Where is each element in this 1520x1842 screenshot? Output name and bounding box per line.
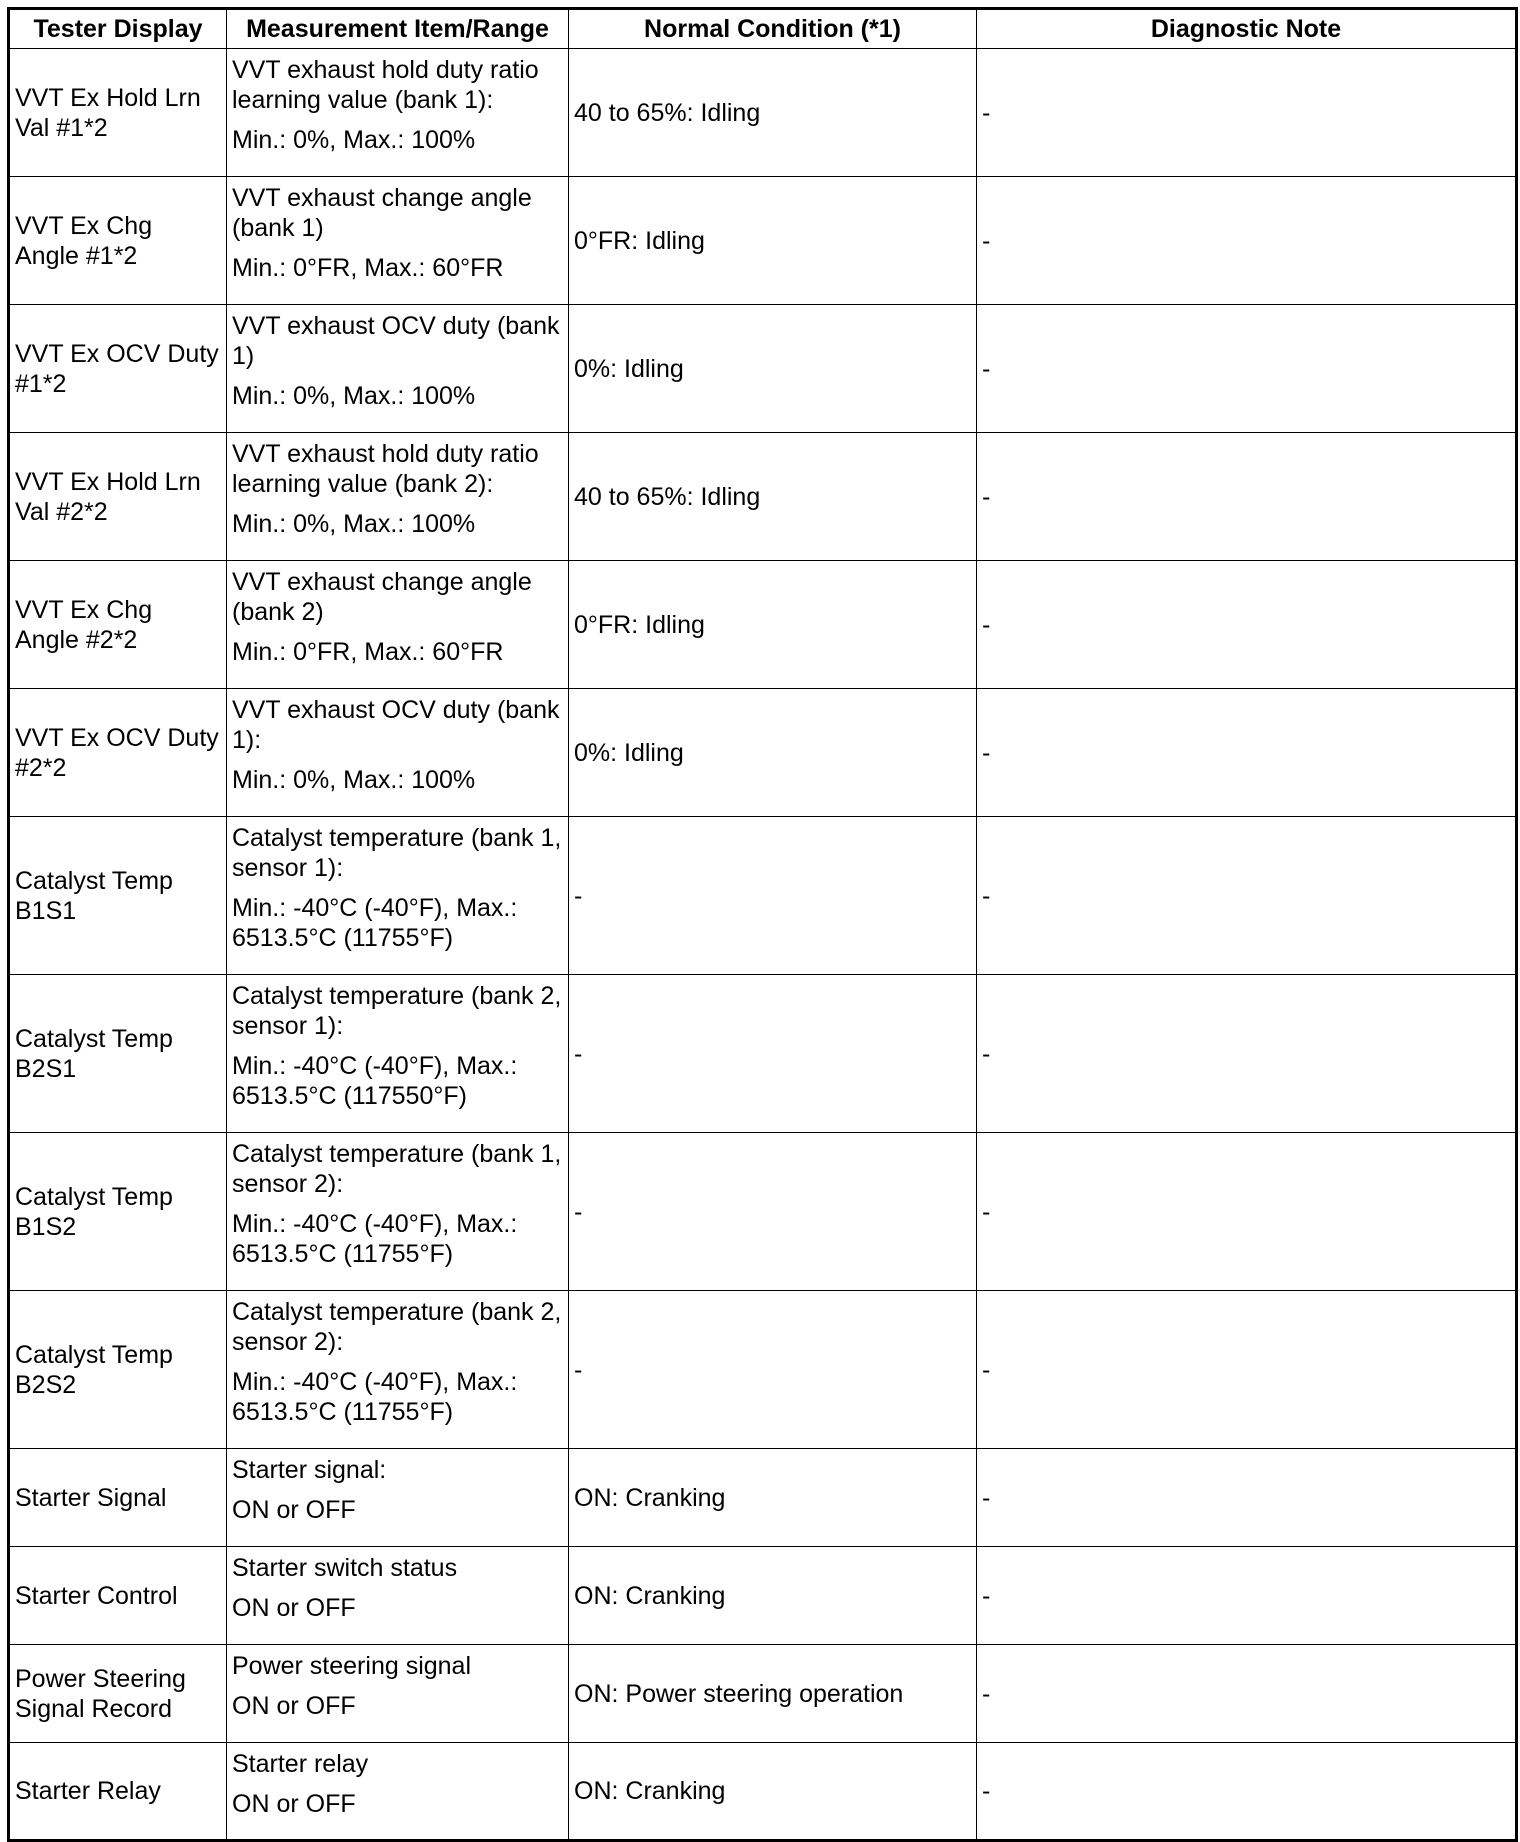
table-row (9, 561, 1517, 689)
measurement-item: VVT exhaust change angle (bank 1) (232, 184, 532, 242)
header-measurement-item: Measurement Item/Range (227, 9, 569, 49)
measurement-cell (227, 1743, 569, 1841)
measurement-item: VVT exhaust OCV duty (bank 1): (232, 696, 560, 754)
measurement-cell (227, 561, 569, 689)
measurement-range: Min.: -40°C (-40°F), Max.: 6513.5°C (117550°F) (232, 1052, 518, 1110)
measurement-cell (227, 1547, 569, 1645)
tester-display-cell: VVT Ex Hold Lrn Val #2*2 (9, 433, 227, 561)
measurement-item: VVT exhaust OCV duty (bank 1) (232, 312, 560, 370)
table-row (9, 1743, 1517, 1841)
table-row (9, 975, 1517, 1133)
tester-display-cell: Starter Relay (9, 1743, 227, 1841)
normal-condition-cell: 0%: Idling (569, 305, 977, 433)
measurement-range: Min.: -40°C (-40°F), Max.: 6513.5°C (11755°F) (232, 1210, 518, 1268)
measurement-item: Starter relay (232, 1750, 369, 1778)
table-row (9, 689, 1517, 817)
normal-condition-cell: ON: Cranking (569, 1449, 977, 1547)
measurement-item: Starter switch status (232, 1554, 458, 1582)
table-row (9, 177, 1517, 305)
table-row (9, 1291, 1517, 1449)
table-row (9, 1449, 1517, 1547)
measurement-cell (227, 1449, 569, 1547)
header-normal-condition: Normal Condition (*1) (569, 9, 977, 49)
normal-condition-cell: 0°FR: Idling (569, 177, 977, 305)
tester-display-cell: VVT Ex Chg Angle #2*2 (9, 561, 227, 689)
measurement-cell (227, 1645, 569, 1743)
measurement-item: Power steering signal (232, 1652, 472, 1680)
diagnostic-note-cell: - (977, 975, 1517, 1133)
measurement-item: VVT exhaust hold duty ratio learning value (bank 1): (232, 56, 539, 114)
measurement-item: VVT exhaust hold duty ratio learning value (bank 2): (232, 440, 539, 498)
tester-display-cell: VVT Ex OCV Duty #1*2 (9, 305, 227, 433)
normal-condition-cell: ON: Cranking (569, 1743, 977, 1841)
table-row (9, 1133, 1517, 1291)
tester-display-cell: Starter Control (9, 1547, 227, 1645)
measurement-range: Min.: 0%, Max.: 100% (232, 766, 476, 794)
normal-condition-cell: - (569, 975, 977, 1133)
table-row (9, 305, 1517, 433)
diagnostic-note-cell: - (977, 689, 1517, 817)
diagnostic-note-cell: - (977, 177, 1517, 305)
tester-display-cell: Starter Signal (9, 1449, 227, 1547)
tester-display-cell: Catalyst Temp B1S2 (9, 1133, 227, 1291)
measurement-item: VVT exhaust change angle (bank 2) (232, 568, 532, 626)
measurement-range: Min.: -40°C (-40°F), Max.: 6513.5°C (11755°F) (232, 1368, 518, 1426)
header-diagnostic-note: Diagnostic Note (977, 9, 1517, 49)
tester-display-cell: Power Steering Signal Record (9, 1645, 227, 1743)
diagnostic-note-cell: - (977, 561, 1517, 689)
diagnostic-note-cell: - (977, 1449, 1517, 1547)
normal-condition-cell: 0°FR: Idling (569, 561, 977, 689)
measurement-item: Catalyst temperature (bank 1, sensor 1): (232, 824, 562, 882)
tester-display-cell: VVT Ex Hold Lrn Val #1*2 (9, 49, 227, 177)
normal-condition-cell: 0%: Idling (569, 689, 977, 817)
measurement-item: Catalyst temperature (bank 2, sensor 1): (232, 982, 562, 1040)
diagnostic-note-cell: - (977, 1291, 1517, 1449)
table-row (9, 49, 1517, 177)
data-list-table (7, 7, 1518, 1842)
diagnostic-note-cell: - (977, 1645, 1517, 1743)
diagnostic-note-cell: - (977, 1133, 1517, 1291)
measurement-cell (227, 975, 569, 1133)
header-row (9, 9, 1517, 49)
table-row (9, 1645, 1517, 1743)
measurement-range: Min.: 0%, Max.: 100% (232, 126, 476, 154)
measurement-cell (227, 1133, 569, 1291)
measurement-range: ON or OFF (232, 1692, 356, 1720)
table-row (9, 1547, 1517, 1645)
normal-condition-cell: 40 to 65%: Idling (569, 49, 977, 177)
measurement-cell (227, 689, 569, 817)
normal-condition-cell: 40 to 65%: Idling (569, 433, 977, 561)
measurement-cell (227, 305, 569, 433)
table-row (9, 817, 1517, 975)
tester-display-cell: VVT Ex OCV Duty #2*2 (9, 689, 227, 817)
measurement-range: ON or OFF (232, 1594, 356, 1622)
measurement-range: Min.: 0%, Max.: 100% (232, 382, 476, 410)
normal-condition-cell: - (569, 1133, 977, 1291)
tester-display-cell: Catalyst Temp B2S1 (9, 975, 227, 1133)
measurement-item: Catalyst temperature (bank 1, sensor 2): (232, 1140, 562, 1198)
normal-condition-cell: ON: Cranking (569, 1547, 977, 1645)
diagnostic-note-cell: - (977, 433, 1517, 561)
tester-display-cell: VVT Ex Chg Angle #1*2 (9, 177, 227, 305)
diagnostic-note-cell: - (977, 49, 1517, 177)
data-list-sheet (7, 7, 1518, 1842)
measurement-cell (227, 817, 569, 975)
measurement-range: Min.: 0%, Max.: 100% (232, 510, 476, 538)
normal-condition-cell: - (569, 817, 977, 975)
measurement-item: Starter signal: (232, 1456, 387, 1484)
measurement-range: ON or OFF (232, 1790, 356, 1818)
tester-display-cell: Catalyst Temp B2S2 (9, 1291, 227, 1449)
measurement-range: Min.: 0°FR, Max.: 60°FR (232, 254, 504, 282)
measurement-cell (227, 433, 569, 561)
measurement-cell (227, 177, 569, 305)
diagnostic-note-cell: - (977, 1547, 1517, 1645)
header-tester-display: Tester Display (9, 9, 227, 49)
diagnostic-note-cell: - (977, 305, 1517, 433)
measurement-range: Min.: 0°FR, Max.: 60°FR (232, 638, 504, 666)
diagnostic-note-cell: - (977, 1743, 1517, 1841)
measurement-range: ON or OFF (232, 1496, 356, 1524)
measurement-cell (227, 49, 569, 177)
measurement-item: Catalyst temperature (bank 2, sensor 2): (232, 1298, 562, 1356)
diagnostic-note-cell: - (977, 817, 1517, 975)
normal-condition-cell: - (569, 1291, 977, 1449)
table-row (9, 433, 1517, 561)
normal-condition-cell: ON: Power steering operation (569, 1645, 977, 1743)
measurement-range: Min.: -40°C (-40°F), Max.: 6513.5°C (11755°F) (232, 894, 518, 952)
tester-display-cell: Catalyst Temp B1S1 (9, 817, 227, 975)
measurement-cell (227, 1291, 569, 1449)
